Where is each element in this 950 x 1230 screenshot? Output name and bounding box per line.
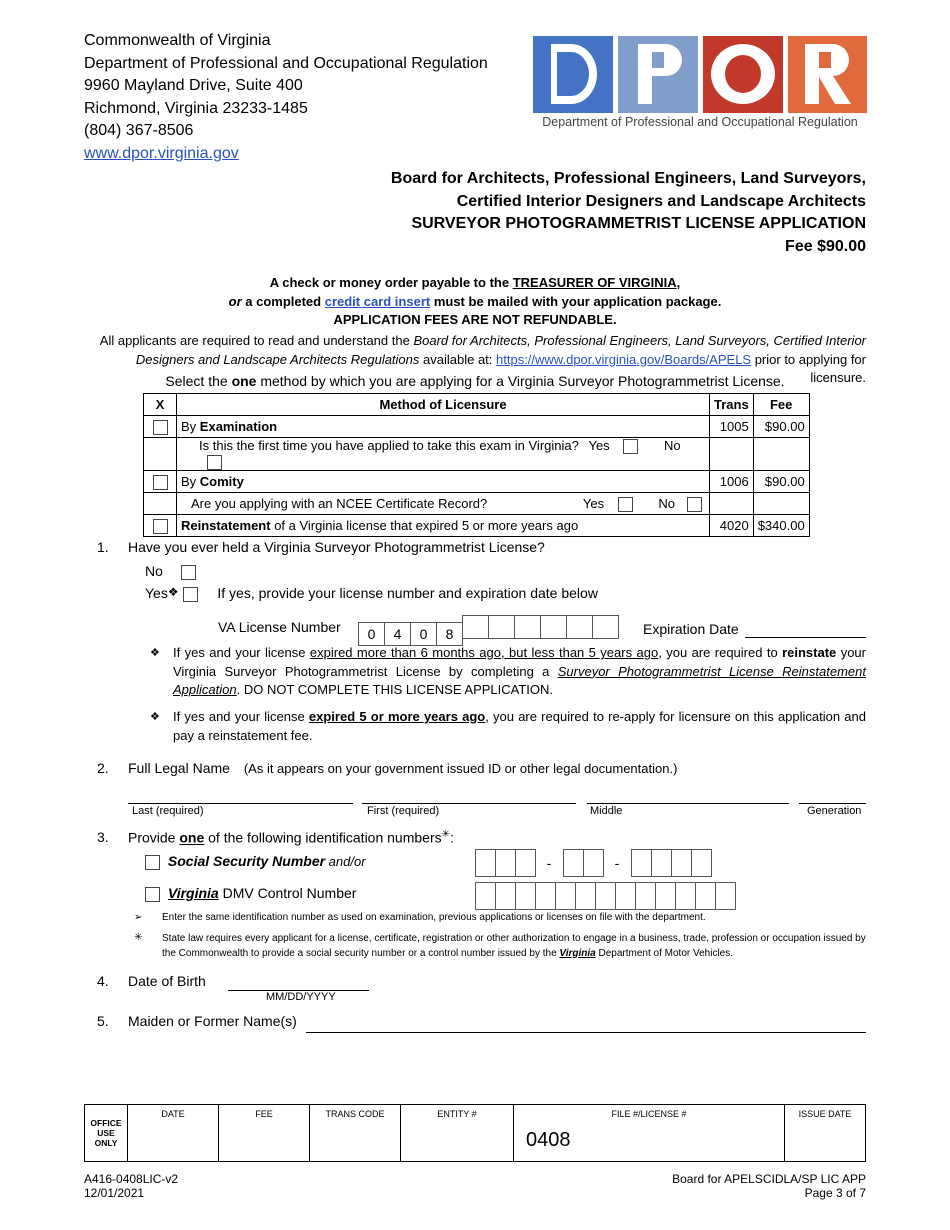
bullet-text: If yes and your license — [173, 709, 309, 724]
va-license-number-boxes[interactable] — [358, 615, 618, 646]
q1-no-checkbox[interactable] — [181, 565, 196, 580]
office-col: TRANS CODE — [310, 1105, 401, 1162]
col-fee: Fee — [753, 394, 809, 416]
dmv-digit[interactable] — [655, 882, 676, 910]
reinstate-bullet — [150, 644, 866, 700]
id-note-2 — [162, 932, 866, 961]
agency-address — [84, 30, 488, 165]
office-use-table — [84, 1104, 866, 1162]
ssn-checkbox[interactable] — [145, 855, 160, 870]
board-line: Certified Interior Designers and Landscape Architects — [456, 192, 866, 210]
board-line: Board for Architects, Professional Engineers, Land Surveyors, — [390, 170, 866, 187]
asterisk-icon: ✳ — [441, 829, 450, 840]
page-number: Page 3 of 7 — [804, 1186, 866, 1200]
yes-label: Yes — [588, 438, 610, 453]
license-digit[interactable] — [592, 615, 619, 639]
dmv-label: DMV Control Number — [218, 885, 357, 901]
intro-text: available at: — [419, 351, 497, 367]
q5-text: Maiden or Former Name(s) — [128, 1013, 297, 1029]
q4-number: 4. — [97, 973, 109, 989]
select-text: method by which you are applying for a Virginia Surveyor Photogrammetrist License. — [256, 373, 785, 389]
dpor-logo — [533, 36, 867, 136]
q1-text: Have you ever held a Virginia Surveyor Photogrammetrist License? — [128, 539, 545, 555]
dmv-digit[interactable] — [615, 882, 636, 910]
method-text: Examination — [199, 419, 278, 434]
q2-number: 2. — [97, 760, 109, 776]
notice-text: must be mailed with your application package. — [430, 293, 722, 309]
arrow-icon: ➢ — [134, 912, 143, 923]
ssn-digit[interactable] — [495, 849, 516, 877]
ssn-digit[interactable] — [651, 849, 672, 877]
select-text: one — [231, 373, 257, 389]
dmv-digit[interactable] — [675, 882, 696, 910]
bullet-text: expired more than 6 months ago, but less than 5 years ago — [309, 645, 659, 660]
no-label: No — [663, 438, 681, 453]
fee-value: $340.00 — [753, 515, 809, 537]
question-text: Are you applying with an NCEE Certificate Record? — [191, 495, 488, 511]
footer-left — [84, 1172, 178, 1200]
form-fee: Fee $90.00 — [785, 237, 866, 255]
not-refundable-text: APPLICATION FEES ARE NOT REFUNDABLE. — [333, 312, 617, 327]
comity-checkbox[interactable] — [153, 475, 168, 490]
method-text: of a Virginia license that expired 5 or more years ago — [270, 518, 579, 534]
diamond-icon: ❖ — [150, 647, 160, 659]
diamond-icon: ❖ — [167, 585, 179, 599]
license-digit[interactable] — [462, 615, 489, 639]
office-label: USE — [97, 1128, 115, 1138]
notice-text: a completed — [241, 293, 325, 309]
dmv-checkbox[interactable] — [145, 887, 160, 902]
reapply-bullet — [150, 708, 866, 745]
reinstatement-application-title: Surveyor Photogrammetrist License Reinstatement Application — [173, 663, 866, 697]
footer-board: Board for APELSCIDLA/SP LIC APP — [672, 1172, 866, 1186]
last-label: Last (required) — [132, 805, 204, 817]
bullet-text: your Virginia Surveyor Photogrammetrist License by completing a — [173, 645, 866, 679]
license-digit[interactable]: 4 — [384, 622, 411, 646]
dmv-digit[interactable] — [495, 882, 516, 910]
bullet-text: . DO NOT COMPLETE THIS LICENSE APPLICATION. — [236, 682, 554, 697]
q3-text-part: of the following identification numbers — [204, 829, 442, 846]
license-digit[interactable] — [488, 615, 515, 639]
notice-text: or — [228, 293, 242, 309]
diamond-icon: ❖ — [150, 711, 160, 723]
intro-text: All applicants are required to read and understand the — [99, 333, 414, 348]
method-text: Comity — [199, 474, 244, 490]
table-row — [144, 438, 810, 471]
notice-text: , — [676, 275, 681, 290]
q1-ifyes-text: If yes, provide your license number and expiration date below — [217, 585, 598, 601]
file-license-value: 0408 — [526, 1129, 571, 1151]
dmv-digit[interactable] — [535, 882, 556, 910]
method-text: By — [181, 474, 200, 490]
id-note-1: Enter the same identification number as used on examination, previous applications or licenses on file with the department. — [162, 912, 706, 923]
middle-label: Middle — [590, 805, 623, 817]
va-license-label: VA License Number — [218, 619, 341, 635]
address-line: 9960 Mayland Drive, Suite 400 — [84, 77, 303, 94]
q3-text-part: Provide — [128, 829, 180, 846]
ssn-digit[interactable] — [475, 849, 496, 877]
form-code: A416-0408LIC-v2 — [84, 1172, 179, 1186]
office-col: ISSUE DATE — [785, 1105, 866, 1162]
dmv-digit[interactable] — [555, 882, 576, 910]
table-row — [144, 471, 810, 493]
method-text: By — [181, 419, 200, 434]
footer-right — [672, 1172, 866, 1200]
fee-value: $90.00 — [753, 471, 809, 493]
no-label: No — [658, 495, 675, 511]
license-digit[interactable] — [566, 615, 593, 639]
ssn-digit[interactable] — [515, 849, 536, 877]
ssn-digit[interactable] — [671, 849, 692, 877]
licensure-method-table — [143, 393, 810, 537]
office-label: OFFICE — [90, 1118, 122, 1128]
maiden-name-field[interactable] — [306, 1032, 866, 1033]
regulations-title: Board for Architects, Professional Engineers, Land Surveyors, Certified Interior Designers and Landscape Architects Regulations — [135, 333, 866, 367]
q3-text: Provide one of the following identification numbers✳: — [128, 829, 454, 846]
col-trans: Trans — [710, 394, 754, 416]
bullet-text: expired 5 or more years ago — [308, 709, 486, 724]
ncee-no-checkbox[interactable] — [687, 497, 702, 512]
generation-field[interactable] — [799, 803, 866, 804]
dmv-digit[interactable] — [575, 882, 596, 910]
trans-code: 1006 — [710, 471, 754, 493]
bullet-text: , you are required to re-apply for licensure on this application and pay a reinstatement fee. — [173, 709, 866, 743]
expiration-date-label: Expiration Date — [643, 621, 739, 637]
q3-number: 3. — [97, 829, 109, 845]
last-name-field[interactable] — [128, 803, 353, 804]
fee-value: $90.00 — [753, 416, 809, 438]
dash: - — [614, 855, 620, 871]
ncee-yes-checkbox[interactable] — [618, 497, 633, 512]
table-row — [144, 416, 810, 438]
exam-first-no-checkbox[interactable] — [207, 455, 222, 470]
first-name-field[interactable] — [362, 803, 576, 804]
regulations-link[interactable]: https://www.dpor.virginia.gov/Boards/APELS — [496, 351, 752, 367]
select-text: Select the — [165, 373, 232, 389]
yes-label: Yes — [582, 495, 605, 511]
dmv-digit[interactable] — [715, 882, 736, 910]
address-line: Department of Professional and Occupational Regulation — [84, 54, 488, 72]
q3-text-part: one — [179, 829, 205, 846]
form-date: 12/01/2021 — [84, 1186, 145, 1200]
dmv-digit[interactable] — [475, 882, 496, 910]
license-digit[interactable]: 0 — [358, 622, 385, 646]
bullet-text: , you are required to — [658, 645, 783, 660]
address-line: Commonwealth of Virginia — [84, 32, 271, 49]
dmv-digit[interactable] — [515, 882, 536, 910]
trans-code: 1005 — [710, 416, 754, 438]
ssn-boxes[interactable] — [475, 849, 711, 877]
license-digit[interactable]: 8 — [436, 622, 463, 646]
col-method: Method of Licensure — [177, 394, 710, 416]
method-text: Reinstatement — [181, 518, 271, 534]
first-label: First (required) — [367, 805, 440, 817]
credit-card-insert-link[interactable]: credit card insert — [324, 293, 431, 309]
virginia-label: Virginia — [167, 885, 219, 901]
dmv-digit[interactable] — [595, 882, 616, 910]
ssn-digit[interactable] — [631, 849, 652, 877]
office-col: DATE — [128, 1105, 219, 1162]
dmv-boxes[interactable] — [475, 882, 735, 910]
address-line: (804) 367-8506 — [84, 122, 194, 139]
treasurer-text: TREASURER OF VIRGINIA — [512, 275, 677, 290]
andor-label: and/or — [325, 854, 366, 869]
board-title — [266, 168, 866, 258]
note-text: State law requires every applicant for a license, certificate, registration or other authorization to engage in a business, trade, profession or occupation issued by the Commonwealth to provide a social security number or a control number issued by the — [162, 933, 866, 959]
table-row — [144, 493, 810, 515]
license-digit[interactable] — [514, 615, 541, 639]
dmv-digit[interactable] — [695, 882, 716, 910]
form-title: SURVEYOR PHOTOGRAMMETRIST LICENSE APPLICATION — [411, 215, 866, 232]
q2-note: (As it appears on your government issued ID or other legal documentation.) — [243, 761, 678, 776]
address-line: Richmond, Virginia 23233-1485 — [84, 99, 308, 117]
note-text: Department of Motor Vehicles. — [595, 947, 734, 959]
bullet-text: If yes and your license — [173, 645, 310, 660]
intro-text: prior to applying for licensure. — [751, 351, 866, 385]
trans-code: 4020 — [710, 515, 754, 537]
generation-label: Generation — [807, 805, 862, 817]
ssn-digit[interactable] — [563, 849, 584, 877]
q1-number: 1. — [97, 539, 109, 555]
note-text: Virginia — [559, 947, 596, 959]
reinstatement-checkbox[interactable] — [153, 519, 168, 534]
office-col: FILE #/LICENSE # — [611, 1109, 687, 1119]
ssn-label: Social Security Number — [167, 853, 326, 869]
ssn-digit[interactable] — [583, 849, 604, 877]
logo-caption: Department of Professional and Occupational Regulation — [542, 115, 858, 129]
q1-yes-checkbox[interactable] — [183, 587, 198, 602]
bullet-text: reinstate — [782, 645, 837, 660]
middle-name-field[interactable] — [587, 803, 789, 804]
q2-text: Full Legal Name — [128, 760, 230, 776]
dash: - — [546, 855, 552, 871]
q1-no-label: No — [145, 563, 163, 579]
license-digit[interactable] — [540, 615, 567, 639]
q5-number: 5. — [97, 1013, 109, 1029]
office-label: ONLY — [94, 1138, 118, 1148]
q4-text: Date of Birth — [128, 973, 206, 989]
select-method-text — [84, 373, 866, 389]
col-x: X — [144, 394, 177, 416]
table-row — [144, 515, 810, 537]
dob-format: MM/DD/YYYY — [266, 991, 336, 1003]
notice-text: A check or money order payable to the — [269, 275, 513, 290]
payment-notice — [84, 274, 866, 330]
office-col: ENTITY # — [401, 1105, 514, 1162]
question-text: Is this the first time you have applied to take this exam in Virginia? — [199, 438, 579, 453]
office-col: FEE — [219, 1105, 310, 1162]
examination-checkbox[interactable] — [153, 420, 168, 435]
license-digit[interactable]: 0 — [410, 622, 437, 646]
exam-first-yes-checkbox[interactable] — [623, 439, 638, 454]
dmv-digit[interactable] — [635, 882, 656, 910]
website-link[interactable]: www.dpor.virginia.gov — [84, 144, 239, 162]
expiration-date-field[interactable] — [745, 637, 866, 638]
q1-yes-label: Yes — [145, 585, 168, 601]
ssn-digit[interactable] — [691, 849, 712, 877]
asterisk-icon: ✳ — [134, 932, 143, 943]
